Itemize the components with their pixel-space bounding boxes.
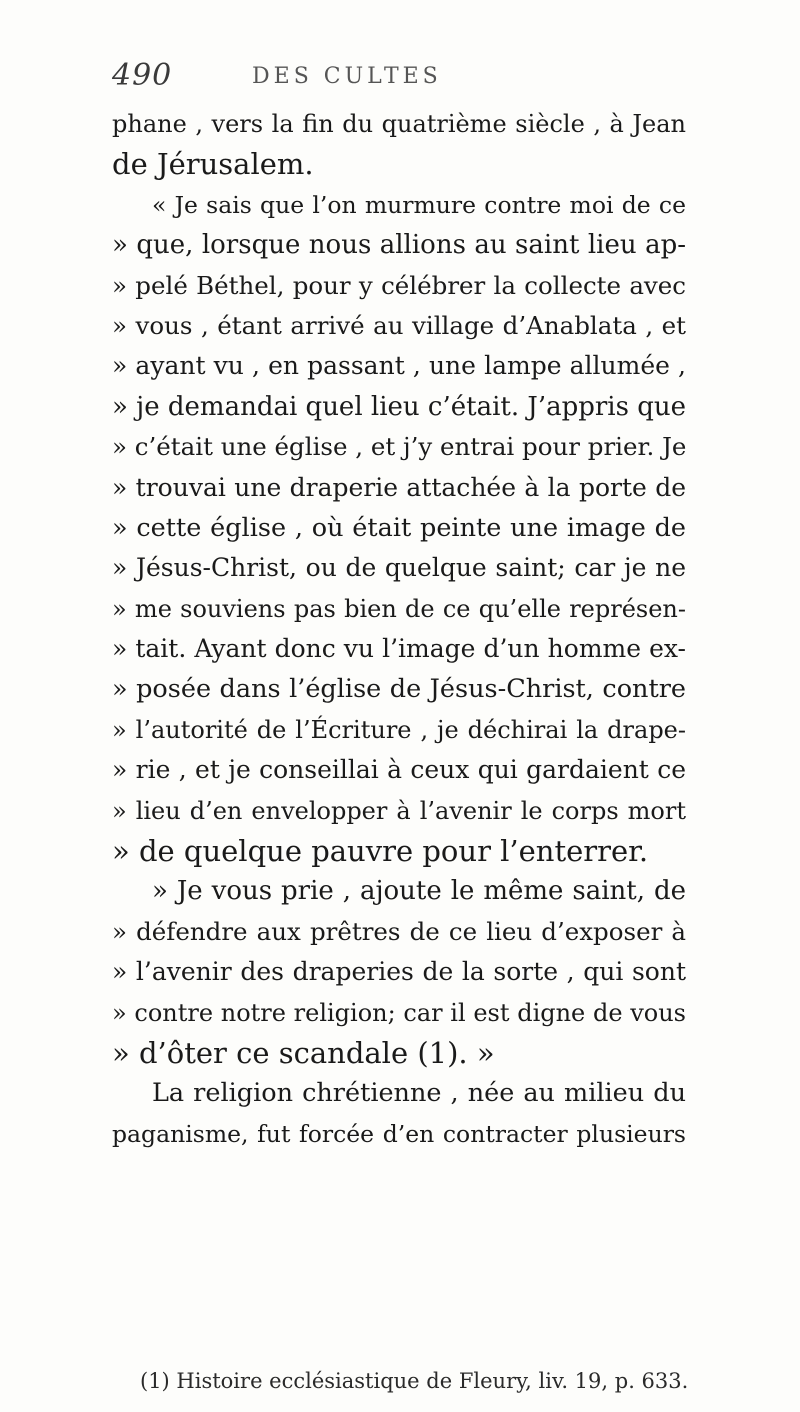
text-line: La religion chrétienne , née au milieu du <box>152 1078 686 1109</box>
text-line: » Jésus-Christ, ou de quelque saint; car je ne <box>112 553 686 583</box>
text-line: » Je vous prie , ajoute le même saint, de <box>152 876 686 907</box>
text-line: » de quelque pauvre pour l’enterrer. <box>112 834 649 869</box>
text-line: » vous , étant arrivé au village d’Anablata , et <box>112 310 686 340</box>
page-number: 490 <box>112 58 173 93</box>
text-line: » l’autorité de l’Écriture , je déchirai la drape- <box>112 715 686 744</box>
running-title: DES CULTES <box>252 64 442 89</box>
text-line: » je demandai quel lieu c’était. J’appris que <box>112 391 686 422</box>
footnote: (1) Histoire ecclésiastique de Fleury, liv. 19, p. 633. <box>140 1369 689 1393</box>
text-line: » trouvai une draperie attachée à la porte de <box>112 472 686 502</box>
text-line: » tait. Ayant donc vu l’image d’un homme ex- <box>112 634 686 664</box>
running-head <box>112 58 692 92</box>
text-line: » que, lorsque nous allions au saint lieu ap- <box>112 230 686 261</box>
text-line: » c’était une église , et j’y entrai pour prier. Je <box>112 432 686 462</box>
body-text <box>112 104 686 1154</box>
text-line: » lieu d’en envelopper à l’avenir le corps mort <box>112 796 686 825</box>
text-line: » posée dans l’église de Jésus-Christ, contre <box>112 674 686 705</box>
text-line: de Jérusalem. <box>112 147 314 182</box>
text-line: » contre notre religion; car il est digne de vous <box>112 998 686 1027</box>
text-line: » pelé Béthel, pour y célébrer la collecte avec <box>112 270 686 300</box>
text-line: « Je sais que l’on murmure contre moi de ce <box>152 190 686 219</box>
text-line: paganisme, fut forcée d’en contracter plusieurs <box>112 1119 686 1148</box>
text-line: » d’ôter ce scandale (1). » <box>112 1035 495 1070</box>
text-line: » défendre aux prêtres de ce lieu d’exposer à <box>112 916 686 946</box>
text-line: » ayant vu , en passant , une lampe allumée , <box>112 351 686 381</box>
text-line: » me souviens pas bien de ce qu’elle représen- <box>112 594 686 623</box>
text-line: phane , vers la fin du quatrième siècle , à Jean <box>112 110 686 138</box>
text-line: » cette église , où était peinte une image de <box>112 512 686 543</box>
text-line: » rie , et je conseillai à ceux qui gardaient ce <box>112 755 686 785</box>
text-line: » l’avenir des draperies de la sorte , qui sont <box>112 957 686 987</box>
